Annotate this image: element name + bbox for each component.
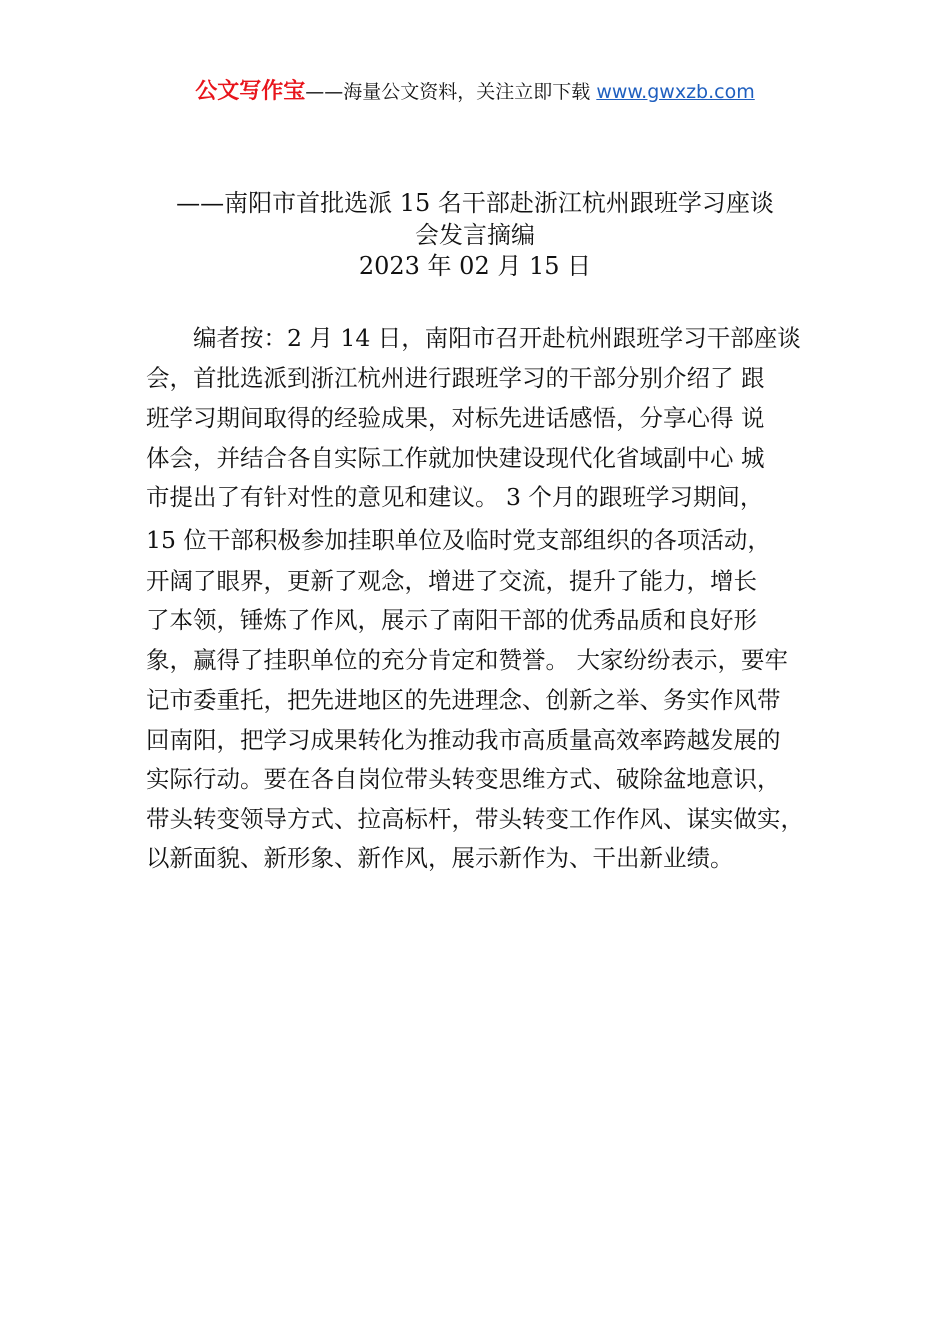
body-line: 市提出了有针对性的意见和建议。 3 个月的跟班学习期间，: [146, 483, 764, 511]
website-link[interactable]: www.gwxzb.com: [596, 81, 755, 103]
document-date: 2023 年 02 月 15 日: [358, 252, 592, 280]
body-line: 了本领，锤炼了作风，展示了南阳干部的优秀品质和良好形: [146, 606, 757, 634]
body-line: 以新面貌、新形象、新作风，展示新作为、干出新业绩。: [146, 844, 734, 872]
body-line: 班学习期间取得的经验成果，对标先进话感悟，分享心得 说: [146, 404, 765, 432]
body-line: 带头转变领导方式、拉高标杆，带头转变工作作风、谋实做实，: [146, 805, 804, 833]
header-tagline: ——海量公文资料，关注立即下载: [305, 81, 597, 103]
brand-name: 公文写作宝: [195, 79, 306, 104]
body-line: 编者按：2 月 14 日，南阳市召开赴杭州跟班学习干部座谈: [146, 324, 801, 352]
document-title-line-2: 会发言摘编: [415, 221, 535, 249]
body-line: 会，首批选派到浙江杭州进行跟班学习的干部分别介绍了 跟: [146, 364, 765, 392]
body-line: 记市委重托，把先进地区的先进理念、创新之举、务实作风带: [146, 686, 781, 714]
body-line: 开阔了眼界，更新了观念，增进了交流，提升了能力，增长: [146, 567, 757, 595]
body-line: 实际行动。要在各自岗位带头转变思维方式、破除盆地意识，: [146, 765, 781, 793]
body-line: 回南阳，把学习成果转化为推动我市高质量高效率跨越发展的: [146, 726, 781, 754]
body-line: 象，赢得了挂职单位的充分肯定和赞誉。 大家纷纷表示，要牢: [146, 646, 788, 674]
body-line: 15 位干部积极参加挂职单位及临时党支部组织的各项活动，: [146, 526, 771, 554]
page-header: [0, 74, 950, 105]
body-line: 体会，并结合各自实际工作就加快建设现代化省域副中心 城: [146, 444, 765, 472]
document-title-line-1: ——南阳市首批选派 15 名干部赴浙江杭州跟班学习座谈: [176, 189, 774, 217]
